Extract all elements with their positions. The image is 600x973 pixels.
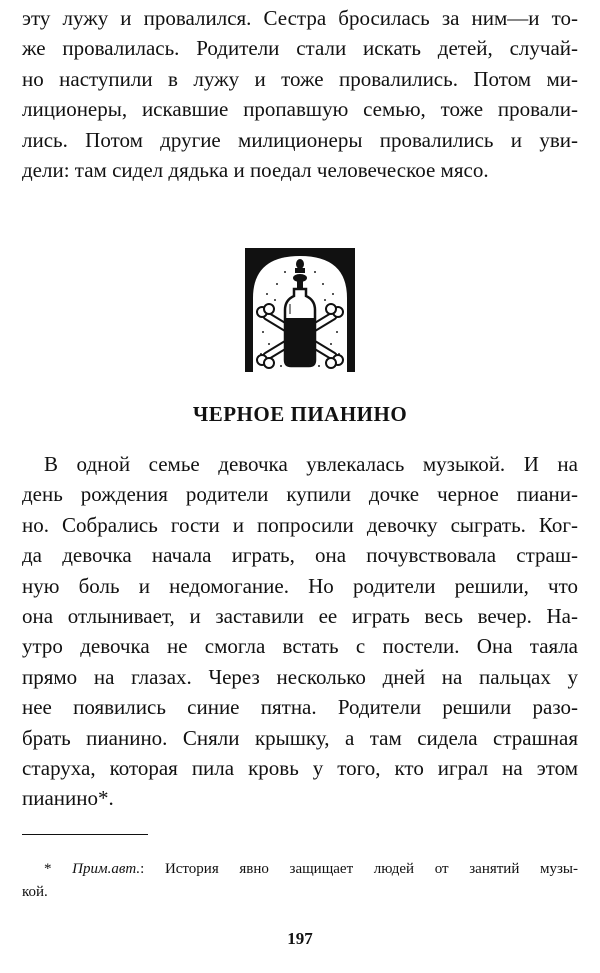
text-line: брать пианино. Сняли крышку, а там сидела страшная — [22, 725, 578, 750]
text-line: но наступили в лужу и тоже провалились. Потом ми- — [22, 66, 578, 91]
footnote-marker: * — [44, 861, 73, 877]
text-line: эту лужу и провалился. Сестра бросилась за ним—и то- — [22, 6, 578, 30]
text-line: нее появились синие пятна. Родители решили разо- — [22, 695, 578, 720]
footnote-line — [22, 858, 578, 881]
footnote-line: кой. — [22, 884, 48, 900]
footnote — [22, 858, 578, 904]
text-line: утро девочка не смогла встать с постели. Она таяла — [22, 634, 578, 659]
text-line: лиционеры, искавшие пропавшую семью, тоже провали- — [22, 97, 578, 122]
text-line: дели: там сидел дядька и поедал человеческое мясо. — [22, 157, 489, 182]
text-line: пианино*. — [22, 786, 114, 811]
text-line: же провалилась. Родители стали искать детей, случай- — [22, 36, 578, 61]
text-line: старуха, которая пила кровь у того, кто играл на этом — [22, 755, 578, 780]
story-paragraph — [22, 449, 578, 814]
story-ending-paragraph — [22, 3, 578, 185]
text-line: прямо на глазах. Через несколько дней на пальцах у — [22, 664, 578, 689]
text-line: В одной семье девочка увлекалась музыкой. И на — [44, 452, 578, 476]
text-line: но. Собрались гости и попросили девочку сыграть. Ког- — [22, 512, 578, 537]
text-line: она отлынивает, и заставили ее играть весь вечер. На- — [22, 603, 578, 628]
footnote-text: : История явно защищает людей от занятий музы- — [140, 861, 579, 877]
page-number: 197 — [287, 929, 313, 948]
text-line: лись. Потом другие милиционеры провалились и уви- — [22, 127, 578, 152]
text-line: ную боль и недомогание. Но родители решили, что — [22, 573, 578, 598]
skull-crossbones-bottle-icon — [245, 248, 355, 372]
text-line: день рождения родители купили дочке черное пиани- — [22, 482, 578, 507]
footnote-divider — [22, 834, 148, 835]
footnote-label: Прим.авт. — [72, 861, 141, 877]
story-title: ЧЕРНОЕ ПИАНИНО — [192, 402, 408, 426]
text-line: да девочка начала играть, она почувствовала страш- — [22, 543, 578, 568]
